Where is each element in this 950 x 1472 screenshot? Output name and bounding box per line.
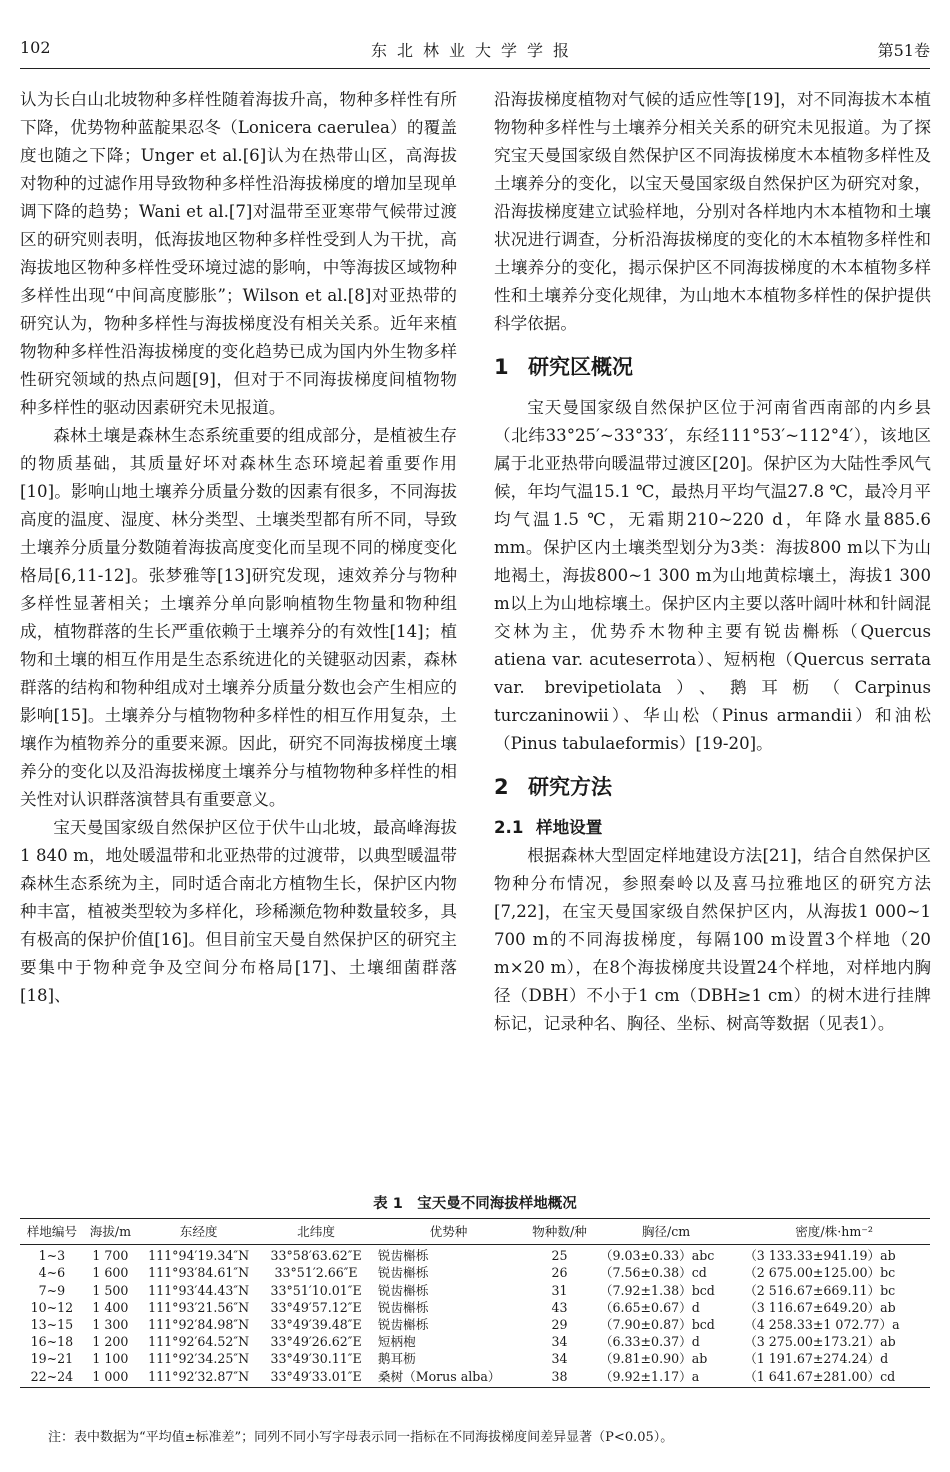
- table-cell: 1 000: [84, 1368, 137, 1388]
- table-cell: 13~15: [30, 1317, 74, 1333]
- table-cell: 29: [551, 1317, 568, 1333]
- page-header: [20, 38, 930, 64]
- table-row: [20, 1316, 930, 1333]
- section-number: 1: [494, 355, 509, 379]
- table-cell: 短柄枹: [377, 1334, 416, 1350]
- table-cell: 111°92′84.98″N: [148, 1317, 250, 1333]
- table-cell: （1 191.67±274.24）d: [744, 1351, 889, 1367]
- column-header: 优势种: [372, 1219, 525, 1245]
- header-rule: [20, 68, 930, 69]
- column-header: 密度/株·hm⁻²: [738, 1219, 930, 1245]
- table-cell: 111°93′21.56″N: [148, 1299, 250, 1315]
- section-heading: [494, 352, 931, 382]
- table-cell: （9.92±1.17）a: [594, 1368, 738, 1388]
- table-cell: （7.90±0.87）bcd: [599, 1317, 715, 1333]
- table-cell: （3 133.33±941.19）ab: [744, 1248, 896, 1264]
- table-cell: 1 400: [92, 1299, 129, 1315]
- paragraph: 认为长白山北坡物种多样性随着海拔升高，物种多样性有所下降，优势物种蓝靛果忍冬（Lonicera caerulea）的覆盖度也随之下降；Unger et al.[6]认为在热带山区，高海拔对物种的过滤作用导致物种多样性沿海拔梯度的增加呈现单调下降的趋势；Wani et al.[7]对温带至亚寒带气候带过渡区的研究则表明，低海拔地区物种多样性受到人为干扰，高海拔地区物种多样性受环境过滤的影响，中等海拔区域物种多样性出现“中间高度膨胀”；Wilson et al.[8]对亚热带的研究认为，物种多样性与海拔梯度没有相关关系。近年来植物物种多样性沿海拔梯度的变化趋势已成为国内外生物多样性研究领域的热点问题[9]，但对于不同海拔梯度间植物物种多样性的驱动因素研究未见报道。: [20, 90, 457, 417]
- table-cell: （9.81±0.90）ab: [599, 1351, 708, 1367]
- table-cell: 111°92′34.25″N: [148, 1351, 250, 1367]
- table-cell: 111°92′32.87″N: [137, 1368, 260, 1388]
- plot-table: [20, 1218, 930, 1388]
- table-row: [20, 1350, 930, 1367]
- table-cell: 33°49′26.62″E: [270, 1334, 362, 1350]
- table-cell: 7~9: [38, 1282, 66, 1298]
- table-cell: 33°51′10.01″E: [270, 1282, 362, 1298]
- table-row: [20, 1245, 930, 1265]
- table-cell: 1 100: [92, 1351, 129, 1367]
- table-cell: （7.92±1.38）bcd: [599, 1282, 715, 1298]
- table-cell: 25: [551, 1248, 568, 1264]
- table-row: [20, 1282, 930, 1299]
- table-cell: （6.33±0.37）d: [599, 1334, 700, 1350]
- table-cell: 19~21: [30, 1351, 74, 1367]
- column-header: 样地编号: [20, 1219, 84, 1245]
- section-number: 2: [494, 775, 509, 799]
- table-cell: （3 116.67±649.20）ab: [744, 1299, 896, 1315]
- table-cell: 26: [551, 1265, 568, 1281]
- table-cell: 33°51′2.66″E: [274, 1265, 358, 1281]
- table-cell: 锐齿槲栎: [377, 1265, 429, 1281]
- column-header: 海拔/m: [84, 1219, 137, 1245]
- table-cell: 锐齿槲栎: [377, 1317, 429, 1333]
- table-cell: 43: [551, 1299, 568, 1315]
- table-cell: 桑树（Morus alba）: [372, 1368, 525, 1388]
- table-cell: 38: [525, 1368, 594, 1388]
- table-cell: 33°49′39.48″E: [270, 1317, 362, 1333]
- table-cell: 31: [551, 1282, 568, 1298]
- paragraph: 沿海拔梯度植物对气候的适应性等[19]，对不同海拔木本植物物种多样性与土壤养分相关关系的研究未见报道。为了探究宝天曼国家级自然保护区不同海拔梯度木本植物多样性及土壤养分的变化，以宝天曼国家级自然保护区为研究对象，沿海拔梯度建立试验样地，分别对各样地内木本植物和土壤状况进行调查，分析沿海拔梯度的变化的木本植物多样性和土壤养分的变化，揭示保护区不同海拔梯度的木本植物多样性和土壤养分变化规律，为山地木本植物多样性的保护提供科学依据。: [494, 90, 931, 333]
- subsection-number: 2.1: [494, 818, 524, 837]
- table-cell: 111°93′44.43″N: [148, 1282, 250, 1298]
- table-cell: 111°92′64.52″N: [148, 1334, 250, 1350]
- table-cell: （9.03±0.33）abc: [599, 1248, 715, 1264]
- table-cell: 1 300: [92, 1317, 129, 1333]
- right-column: [494, 86, 931, 1038]
- table-row: [20, 1299, 930, 1316]
- table-cell: 1 700: [92, 1248, 129, 1264]
- table-row: [20, 1333, 930, 1350]
- table-cell: 33°49′33.01″E: [260, 1368, 372, 1388]
- journal-title: 东北林业大学学报: [370, 41, 579, 60]
- table-cell: 锐齿槲栎: [377, 1282, 429, 1298]
- table-cell: 4~6: [38, 1265, 66, 1281]
- subsection-heading: [494, 814, 931, 842]
- table-cell: 锐齿槲栎: [377, 1299, 429, 1315]
- table-row: [20, 1264, 930, 1281]
- section-title: 研究方法: [528, 775, 612, 799]
- table-cell: 1 500: [92, 1282, 129, 1298]
- table-cell: 34: [551, 1334, 568, 1350]
- table-cell: 1 600: [92, 1265, 129, 1281]
- table-cell: 鹅耳枥: [377, 1351, 416, 1367]
- table-cell: （4 258.33±1 072.77）a: [744, 1317, 900, 1333]
- table-cell: （2 675.00±125.00）bc: [744, 1265, 896, 1281]
- table-body: [20, 1245, 930, 1388]
- section-heading: [494, 772, 931, 802]
- table-cell: （3 275.00±173.21）ab: [744, 1334, 896, 1350]
- paragraph: 森林土壤是森林生态系统重要的组成部分，是植被生存的物质基础，其质量好坏对森林生态环境起着重要作用[10]。影响山地土壤养分质量分数的因素有很多，不同海拔高度的温度、湿度、林分类型、土壤类型都有所不同，导致土壤养分质量分数随着海拔高度变化而呈现不同的梯度变化格局[6,11-12]。张梦雅等[13]研究发现，速效养分与物种多样性显著相关；土壤养分单向影响植物生物量和物种组成，植物群落的生长严重依赖于土壤养分的有效性[14]；植物和土壤的相互作用是生态系统进化的关键驱动因素，森林群落的结构和物种组成对土壤养分质量分数也会产生相应的影响[15]。土壤养分与植物物种多样性的相互作用复杂，土壤作为植物养分的重要来源。因此，研究不同海拔梯度土壤养分的变化以及沿海拔梯度土壤养分与植物物种多样性的相关性对认识群落演替具有重要意义。: [20, 426, 457, 809]
- table-cell: 1~3: [38, 1248, 66, 1264]
- table-cell: （1 641.67±281.00）cd: [738, 1368, 930, 1388]
- table-cell: （2 516.67±669.11）bc: [744, 1282, 896, 1298]
- table-cell: 1 200: [92, 1334, 129, 1350]
- paragraph: 宝天曼国家级自然保护区位于伏牛山北坡，最高峰海拔1 840 m，地处暖温带和北亚热带的过渡带，以典型暖温带森林生态系统为主，同时适合南北方植物生长，保护区内物种丰富，植被类型较为多样化，珍稀濒危物种数量较多，具有极高的保护价值[16]。但目前宝天曼自然保护区的研究主要集中于物种竞争及空间分布格局[17]、土壤细菌群落[18]、: [20, 818, 457, 1005]
- table-cell: （7.56±0.38）cd: [599, 1265, 707, 1281]
- table-cell: （6.65±0.67）d: [599, 1299, 700, 1315]
- table-cell: 111°94′19.34″N: [148, 1248, 250, 1264]
- table-cell: 锐齿槲栎: [377, 1248, 429, 1264]
- table-header-row: [20, 1219, 930, 1245]
- table-cell: 33°49′30.11″E: [270, 1351, 362, 1367]
- subsection-title: 样地设置: [536, 818, 603, 837]
- table-caption: 表 1 宝天曼不同海拔样地概况: [373, 1196, 577, 1212]
- column-header: 东经度: [137, 1219, 260, 1245]
- column-header: 物种数/种: [525, 1219, 594, 1245]
- table-note: 注：表中数据为“平均值±标准差”；同列不同小写字母表示同一指标在不同海拔梯度间差异显著（P<0.05）。: [48, 1430, 674, 1445]
- left-column: [20, 86, 457, 1010]
- table-cell: 10~12: [30, 1299, 74, 1315]
- paragraph: 根据森林大型固定样地建设方法[21]，结合自然保护区物种分布情况，参照秦岭以及喜马拉雅地区的研究方法[7,22]，在宝天曼国家级自然保护区内，从海拔1 000~1 700 m的不同海拔梯度，每隔100 m设置3个样地（20 m×20 m），在8个海拔梯度共设置24个样地，对样地内胸径（DBH）不小于1 cm（DBH≥1 cm）的树木进行挂牌标记，记录种名、胸径、坐标、树高等数据（见表1）。: [494, 846, 931, 1033]
- table-row: [20, 1368, 930, 1388]
- paragraph: 宝天曼国家级自然保护区位于河南省西南部的内乡县（北纬33°25′~33°33′，东经111°53′~112°4′），该地区属于北亚热带向暖温带过渡区[20]。保护区为大陆性季风气候，年均气温15.1 ℃，最热月平均气温27.8 ℃，最冷月平均气温1.5 ℃，无霜期210~220 d，年降水量885.6 mm。保护区内土壤类型划分为3类：海拔800 m以下为山地褐土，海拔800~1 300 m为山地黄棕壤土，海拔1 300 m以上为山地棕壤土。保护区内主要以落叶阔叶林和针阔混交林为主，优势乔木物种主要有锐齿槲栎（Quercus atiena var. acuteserrota）、短柄枹（Quercus serrata var. brevipetiolata）、鹅耳枥（Carpinus turczaninowii）、华山松（Pinus armandii）和油松（Pinus tabulaeformis）[19-20]。: [494, 398, 931, 753]
- table-cell: 111°93′84.61″N: [148, 1265, 250, 1281]
- table-cell: 22~24: [20, 1368, 84, 1388]
- section-title: 研究区概况: [528, 355, 633, 379]
- column-header: 胸径/cm: [594, 1219, 738, 1245]
- column-header: 北纬度: [260, 1219, 372, 1245]
- page-number: 102: [20, 38, 51, 57]
- volume-label: 第51卷: [877, 41, 930, 60]
- table-cell: 16~18: [30, 1334, 74, 1350]
- table-cell: 33°49′57.12″E: [270, 1299, 362, 1315]
- table-cell: 33°58′63.62″E: [270, 1248, 362, 1264]
- table-cell: 34: [551, 1351, 568, 1367]
